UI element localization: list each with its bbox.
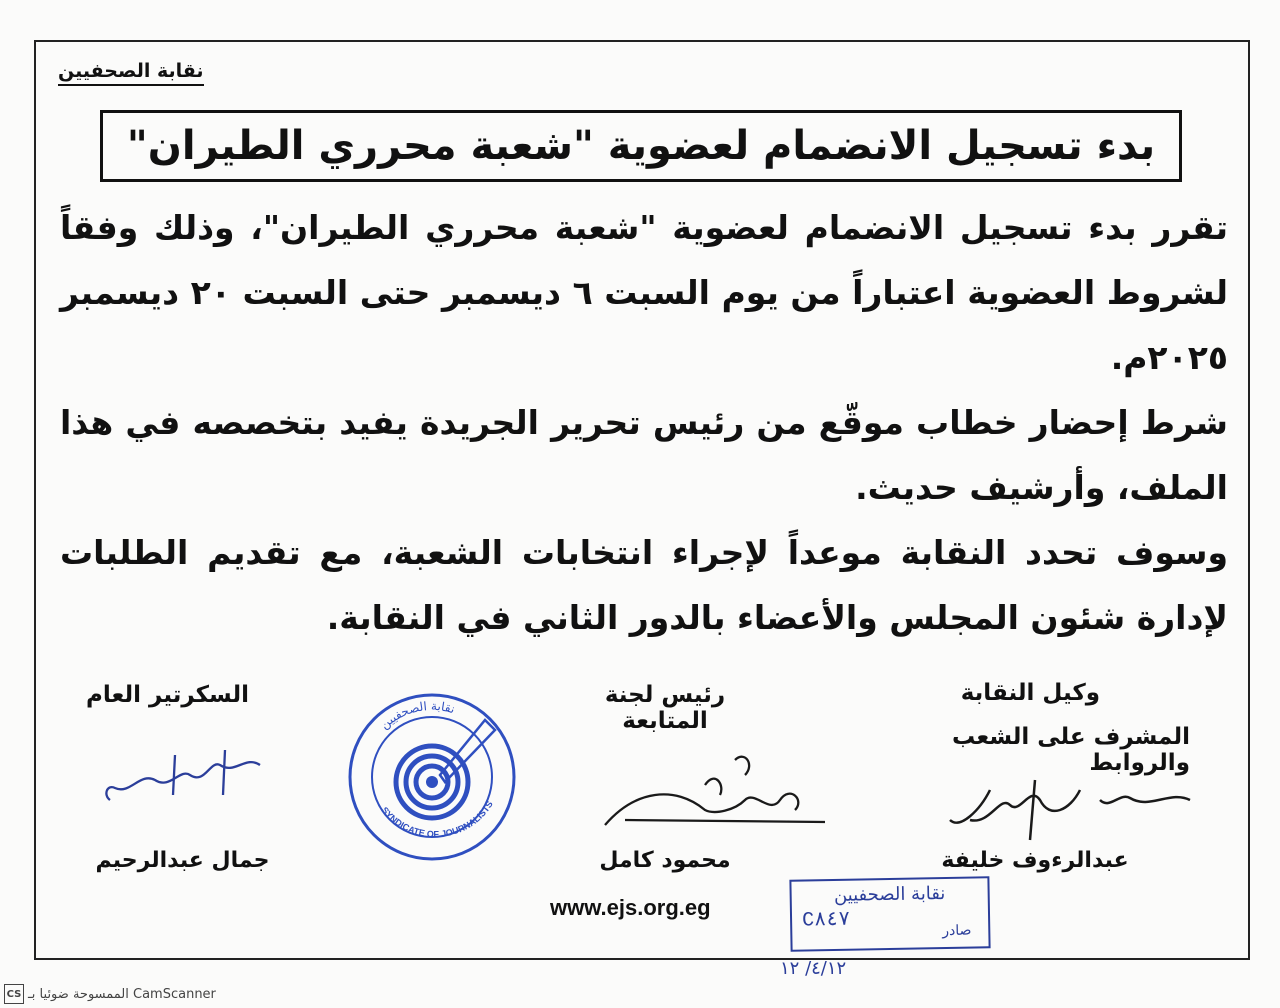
stamp-label: صادر — [942, 922, 972, 940]
syndicate-seal — [345, 690, 520, 865]
document-title — [100, 110, 1182, 182]
signatory-deputy — [860, 680, 1190, 776]
title-text: بدء تسجيل الانضمام لعضوية "شعبة محرري الطيران" — [126, 123, 1156, 169]
committee-head-role: رئيس لجنة المتابعة — [604, 682, 726, 734]
paragraph-requirements: شرط إحضار خطاب موقّع من رئيس تحرير الجريدة يفيد بتخصصه في هذا الملف، وأرشيف حديث. — [60, 403, 1228, 507]
committee-head-signature — [595, 740, 835, 835]
seal-arabic-text: نقابة الصحفيين — [377, 698, 457, 732]
scanner-text: الممسوحة ضوئيا بـ CamScanner — [28, 986, 216, 1002]
announcement-body — [60, 195, 1228, 650]
deputy-name: عبدالرءوف خليفة — [941, 848, 1129, 873]
camscanner-icon: CS — [4, 984, 24, 1004]
website-link[interactable]: www.ejs.org.eg — [550, 895, 711, 920]
deputy-role-2: المشرف على الشعب والروابط — [951, 724, 1190, 776]
committee-head-name: محمود كامل — [599, 848, 731, 873]
deputy-signature — [930, 770, 1200, 850]
secretary-signature — [95, 740, 275, 810]
organization-header: نقابة الصحفيين — [58, 60, 204, 86]
handwritten-date: ٤/١٢/ ١٢ — [780, 958, 847, 979]
stamp-number: C٨٤٧ — [801, 908, 851, 933]
secretary-name: جمال عبدالرحيم — [95, 848, 270, 873]
deputy-role-1: وكيل النقابة — [960, 680, 1100, 706]
scanner-watermark — [4, 984, 216, 1004]
paragraph-elections: وسوف تحدد النقابة موعداً لإجراء انتخابات الشعبة، مع تقديم الطلبات لإدارة شئون المجلس والأعضاء بالدور الثاني في النقابة. — [60, 533, 1228, 637]
outgoing-stamp — [789, 876, 990, 951]
secretary-role: السكرتير العام — [86, 682, 249, 708]
paragraph-registration: تقرر بدء تسجيل الانضمام لعضوية "شعبة محرري الطيران"، وذلك وفقاً لشروط العضوية اعتباراً من يوم السبت ٦ ديسمبر حتى السبت ٢٠ ديسمبر ٢٠٢٥م. — [60, 208, 1228, 377]
stamp-org: نقابة الصحفيين — [833, 883, 946, 906]
seal-english-text: SYNDICATE OF JOURNALISTS — [379, 799, 495, 840]
